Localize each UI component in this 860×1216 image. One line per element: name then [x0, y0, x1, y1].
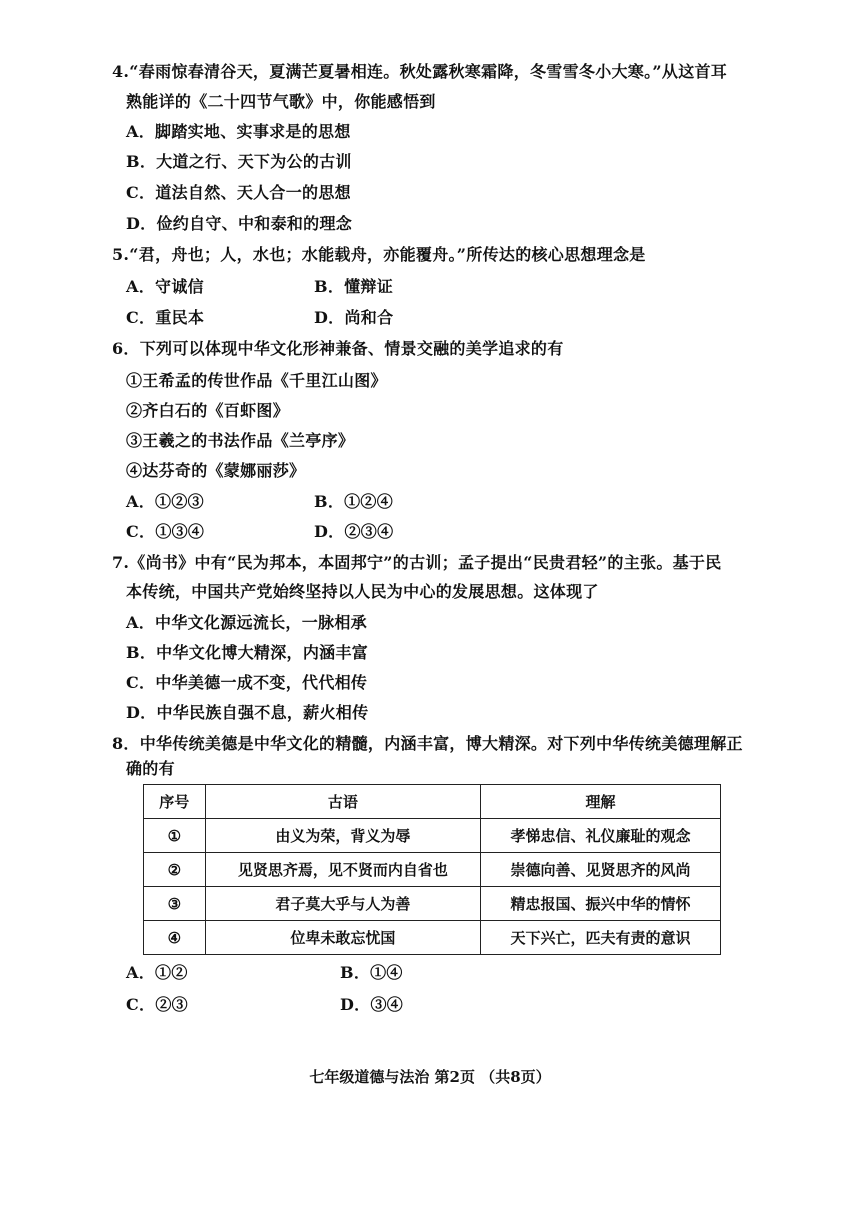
- q8-stem-line1: 8．中华传统美德是中华文化的精髓，内涵丰富，博大精深。对下列中华传统美德理解正: [112, 734, 743, 753]
- q4-stem-line1: 4.“春雨惊春清谷天，夏满芒夏暑相连。秋处露秋寒霜降，冬雪雪冬小大寒。”从这首耳: [112, 62, 728, 81]
- q7-option-b: B．中华文化博大精深，内涵丰富: [126, 643, 369, 662]
- q6-option-b: B．①②④: [314, 492, 394, 511]
- table-cell-saying: 由义为荣，背义为辱: [205, 819, 481, 853]
- q7-option-d: D．中华民族自强不息，薪火相传: [126, 703, 369, 722]
- table-cell-understanding: 孝悌忠信、礼仪廉耻的观念: [481, 819, 721, 853]
- q5-option-a: A．守诚信: [126, 277, 204, 296]
- q7-stem-line1: 7.《尚书》中有“民为邦本，本固邦宁”的古训；孟子提出“民贵君轻”的主张。基于民: [112, 553, 722, 572]
- q4-option-d: D．俭约自守、中和泰和的理念: [126, 214, 353, 233]
- q8-table: [143, 784, 721, 955]
- q5-option-d: D．尚和合: [314, 308, 394, 327]
- q6-item-3: ③王羲之的书法作品《兰亭序》: [126, 431, 355, 450]
- q6-item-1: ①王希孟的传世作品《千里江山图》: [126, 371, 387, 390]
- table-header-row: [144, 785, 721, 819]
- q6-item-4: ④达芬奇的《蒙娜丽莎》: [126, 461, 306, 480]
- q8-option-d: D．③④: [340, 995, 404, 1014]
- table-row: [144, 819, 721, 853]
- table-cell-number: ③: [144, 887, 206, 921]
- table-header-saying: 古语: [205, 785, 481, 819]
- page-footer: 七年级道德与法治 第2页 （共8页）: [309, 1068, 551, 1086]
- q6-option-a: A．①②③: [126, 492, 204, 511]
- table-row: [144, 921, 721, 955]
- table-cell-number: ①: [144, 819, 206, 853]
- table-cell-number: ②: [144, 853, 206, 887]
- q4-stem-line2: 熟能详的《二十四节气歌》中，你能感悟到: [126, 92, 436, 111]
- table-row: [144, 853, 721, 887]
- table-header-understanding: 理解: [481, 785, 721, 819]
- q8-option-c: C．②③: [126, 995, 188, 1014]
- table-cell-understanding: 天下兴亡，匹夫有责的意识: [481, 921, 721, 955]
- q8-option-b: B．①④: [340, 963, 403, 982]
- q7-option-a: A．中华文化源远流长，一脉相承: [126, 613, 367, 632]
- q4-option-a: A．脚踏实地、实事求是的思想: [126, 122, 351, 141]
- table-cell-saying: 见贤思齐焉，见不贤而内自省也: [205, 853, 481, 887]
- q7-option-c: C．中华美德一成不变，代代相传: [126, 673, 368, 692]
- q6-option-d: D．②③④: [314, 522, 394, 541]
- table-cell-number: ④: [144, 921, 206, 955]
- q5-option-c: C．重民本: [126, 308, 205, 327]
- q8-stem-line2: 确的有: [126, 759, 175, 778]
- q7-stem-line2: 本传统，中国共产党始终坚持以人民为中心的发展思想。这体现了: [126, 582, 599, 601]
- q6-item-2: ②齐白石的《百虾图》: [126, 401, 290, 420]
- q5-stem: 5.“君，舟也；人，水也；水能载舟，亦能覆舟。”所传达的核心思想理念是: [112, 245, 646, 264]
- table-header-number: 序号: [144, 785, 206, 819]
- q5-option-b: B．懂辩证: [314, 277, 394, 296]
- q8-option-a: A．①②: [126, 963, 188, 982]
- table-cell-understanding: 崇德向善、见贤思齐的风尚: [481, 853, 721, 887]
- q6-option-c: C．①③④: [126, 522, 205, 541]
- table-row: [144, 887, 721, 921]
- table-cell-understanding: 精忠报国、振兴中华的情怀: [481, 887, 721, 921]
- q6-stem: 6．下列可以体现中华文化形神兼备、情景交融的美学追求的有: [112, 339, 564, 358]
- q4-option-c: C．道法自然、天人合一的思想: [126, 183, 351, 202]
- q4-option-b: B．大道之行、天下为公的古训: [126, 152, 352, 171]
- table-cell-saying: 君子莫大乎与人为善: [205, 887, 481, 921]
- table-cell-saying: 位卑未敢忘忧国: [205, 921, 481, 955]
